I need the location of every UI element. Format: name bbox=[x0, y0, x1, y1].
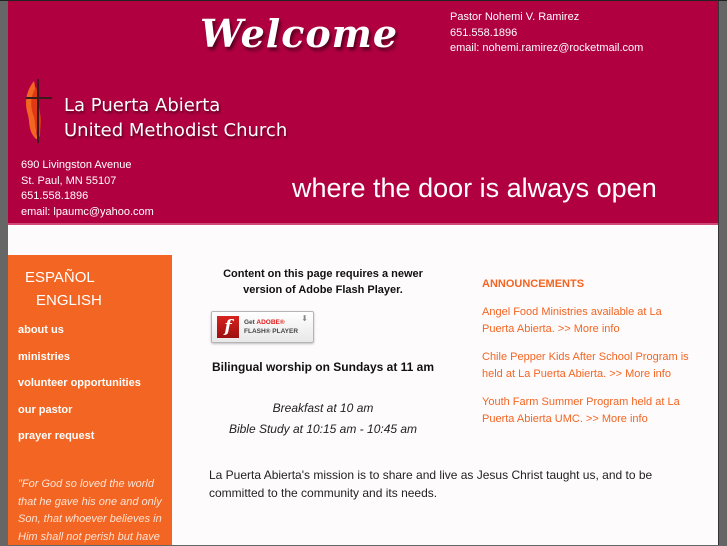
page bbox=[8, 1, 719, 545]
nav-item-our-pastor[interactable]: our pastor bbox=[18, 403, 73, 416]
flash-adobe-label: ADOBE® bbox=[256, 319, 285, 326]
flash-player-icon: f bbox=[217, 316, 239, 338]
mission-statement: La Puerta Abierta's mission is to share and live as Jesus Christ taught us, and to be committed to the community and its needs. bbox=[209, 468, 653, 500]
language-link-english[interactable]: ENGLISH bbox=[36, 292, 102, 309]
announcement-item[interactable]: Angel Food Ministries available at La Puerta Abierta. >> More info bbox=[482, 306, 662, 335]
get-flash-player-button[interactable] bbox=[211, 311, 314, 343]
announcements-title: ANNOUNCEMENTS bbox=[482, 278, 585, 290]
pastor-contact bbox=[450, 10, 643, 57]
announcement-item[interactable]: Youth Farm Summer Program held at La Puerta Abierta UMC. >> More info bbox=[482, 396, 680, 425]
flash-player-label: FLASH® PLAYER bbox=[244, 328, 299, 335]
sidebar-nav bbox=[18, 322, 141, 455]
sidebar bbox=[8, 255, 172, 545]
address-street: 690 Livingston Avenue bbox=[21, 159, 132, 171]
address-phone: 651.558.1896 bbox=[21, 190, 89, 202]
schedule-bible-study: Bible Study at 10:15 am - 10:45 am bbox=[228, 421, 418, 436]
church-name-line1: La Puerta Abierta bbox=[64, 95, 221, 116]
announcement-item[interactable]: Chile Pepper Kids After School Program is held at La Puerta Abierta. >> More info bbox=[482, 351, 689, 380]
language-link-espanol[interactable]: ESPAÑOL bbox=[25, 269, 95, 286]
address-city: St. Paul, MN 55107 bbox=[21, 174, 117, 187]
pastor-phone: 651.558.1896 bbox=[450, 26, 518, 39]
nav-item-prayer-request[interactable]: prayer request bbox=[18, 430, 95, 442]
announcements-list bbox=[482, 304, 697, 439]
church-name bbox=[64, 93, 287, 143]
schedule-breakfast: Breakfast at 10 am bbox=[272, 401, 374, 415]
pastor-email[interactable]: email: nohemi.ramirez@rocketmail.com bbox=[450, 42, 644, 54]
nav-item-ministries[interactable]: ministries bbox=[18, 350, 70, 363]
address-email[interactable]: email: lpaumc@yahoo.com bbox=[21, 205, 154, 218]
pastor-name: Pastor Nohemi V. Ramirez bbox=[450, 11, 580, 23]
church-address bbox=[21, 158, 154, 220]
welcome-title: Welcome bbox=[200, 11, 399, 56]
schedule bbox=[208, 398, 438, 439]
nav-item-about-us[interactable]: about us bbox=[18, 324, 64, 336]
header bbox=[8, 1, 718, 225]
cross-and-flame-logo-icon bbox=[22, 77, 56, 145]
flash-get-label: Get bbox=[244, 319, 255, 326]
flash-notice: Content on this page requires a newer version of Adobe Flash Player. bbox=[223, 268, 423, 296]
download-arrow-icon: ⬇ bbox=[301, 314, 308, 323]
tagline: where the door is always open bbox=[292, 173, 657, 203]
flash-button-label bbox=[244, 318, 298, 336]
bible-verse: "For God so loved the world that he gave his one and only Son, that whoever believes in Him shall not perish but have bbox=[18, 478, 162, 543]
church-name-line2: United Methodist Church bbox=[64, 120, 288, 141]
worship-times: Bilingual worship on Sundays at 11 am bbox=[211, 360, 435, 374]
nav-item-volunteer-opportunities[interactable]: volunteer opportunities bbox=[18, 377, 141, 389]
